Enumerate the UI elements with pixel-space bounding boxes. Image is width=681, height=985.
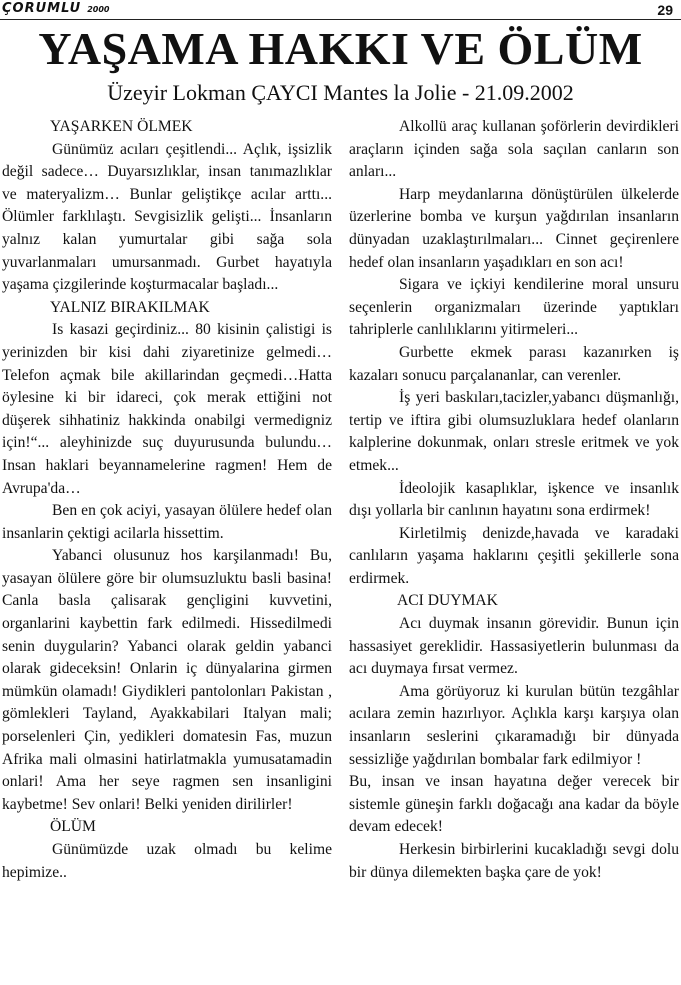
article-byline: Üzeyir Lokman ÇAYCI Mantes la Jolie - 21.09.2002 <box>107 80 574 105</box>
right-paragraph: Harp meydanlarına dönüştürülen ülkelerde üzerlerine bomba ve kurşun yağdırılan insanların dünyadan uzaklaştırılmaları... Cinnet geçirenlere hedef olan insanların yaşadıkları en son acı! <box>349 185 679 271</box>
right-section-heading: ACI DUYMAK <box>397 592 498 610</box>
right-paragraph: Ama görüyoruz ki kurulan bütün tezgâhlar acılara zemin hazırlıyor. Açlıkla karşı karşıya olan insanların seslerini çıkaramadığı bir dünyada sessizliğe yağdırılan bombalar fark edilmiyor ! <box>349 682 679 768</box>
right-paragraph: Herkesin birbirlerini kucakladığı sevgi dolu bir dünya dilemekten başka çare de yok! <box>349 841 679 881</box>
left-paragraph: Is kasazi geçirdiniz... 80 kisinin çalistigi is yerinizden bir kisi dahi ziyaretinize gelmedi…Telefon açmak bile akillarindan geçmedi…Hatta öylesine ki bir idareci, çok merak ettiğini not düşerek sihhatiniz hakkinda onabilgi vermedigniz için!“... aleyhinizde suç duyurusunda bulundu… Insan haklari beyannamelerine ragmen! Hem de Avrupa'da… <box>2 321 332 497</box>
right-paragraph: Alkollü araç kullanan şoförlerin devirdikleri araçların içinden sağa sola saçılan canların son anları... <box>349 118 679 181</box>
page-header <box>0 0 681 22</box>
right-paragraph: Bu, insan ve insan hayatına değer verecek bir sistemle güneşin farklı doğacağı ana kadar da böyle devam edecek! <box>349 773 679 836</box>
left-column <box>2 116 332 884</box>
right-column <box>349 116 679 884</box>
masthead-name: ÇORUMLU <box>2 1 82 16</box>
left-paragraph: Günümüz acıları çeşitlendi... Açlık, işsizlik değil sadece… Duyarsızlıklar, insan tanımazlıklar ve materyalizm… Bunlar geliştikçe acılar arttı... Ölümler farklılaştı. Sevgisizlik gelişti... İnsanların yalnız kalan yumurtalar gibi sağa sola yuvarlanmaları umursanmadı. Gurbet hayatıyla yaşama çizgilerinde koşturmacalar başladı... <box>2 140 332 294</box>
right-paragraph: İdeolojik kasaplıklar, işkence ve insanlık dışı yollarla bir canlının hayatını sona erdirmek! <box>349 479 679 520</box>
masthead-year: 2000 <box>87 5 110 14</box>
right-paragraph: Sigara ve içkiyi kendilerine moral unsuru seçenlerin organizmaları üzerinde yaptıkları tahriplerle canlılıklarını yitirmeleri... <box>349 276 679 339</box>
left-section-heading: ÖLÜM <box>50 818 96 836</box>
left-section-heading: YAŞARKEN ÖLMEK <box>50 118 193 135</box>
left-paragraph: Yabanci olusunuz hos karşilanmadı! Bu, yasayan ölülere göre bir olumsuzluktu basli basina! Canla basla çalisarak gençligini kuvvetini, organlarini kaybettin fark edilmedi. Hissedilmedi senin duygularin? Yabanci olarak geldin yabanci olarak gideceksin! Onlarin iç dünyalarina girmen mümkün olamadı! Giydikleri pantolonları Pakistan , gömlekleri Tayland, Ayakkabilari Italyan mali; porselenleri Çin, yedikleri domatesin Fas, muzun Afrika mali olmasini hatirlatmakla yumusatamadin onlari! Ama her seye ragmen sen insanligini kaybetme! Sev onlari! Belki yeniden dirilirler! <box>2 547 332 813</box>
left-paragraph: Günümüzde uzak olmadı bu kelime hepimize.. <box>2 841 332 881</box>
right-paragraph: Gurbette ekmek parası kazanırken iş kazaları sonucu parçalananlar, can verenler. <box>349 343 679 384</box>
right-paragraph: İş yeri baskıları,tacizler,yabancı düşmanlığı, tertip ve iftira gibi olumsuzluklara hedef olanların kalplerine dokunmak, onları stresle eritmek ve yok etmek... <box>349 389 679 474</box>
right-paragraph: Kirletilmiş denizde,havada ve karadaki canlıların yaşama haklarını çeşitli şekillerle sona erdirmek. <box>349 524 679 587</box>
article-title: YAŞAMA HAKKI VE ÖLÜM <box>38 23 643 74</box>
header-divider <box>0 19 681 20</box>
page-number: 29 <box>657 2 673 18</box>
left-section-heading: YALNIZ BIRAKILMAK <box>50 298 210 316</box>
masthead-logo <box>2 1 110 16</box>
left-paragraph: Ben en çok aciyi, yasayan ölülere hedef olan insanlarin çektigi acilarla hissettim. <box>2 502 332 542</box>
right-paragraph: Acı duymak insanın görevidir. Bunun için hassasiyet gereklidir. Hassasiyetlerin bulunması da acı duymaya fırsat vermez. <box>349 615 679 678</box>
